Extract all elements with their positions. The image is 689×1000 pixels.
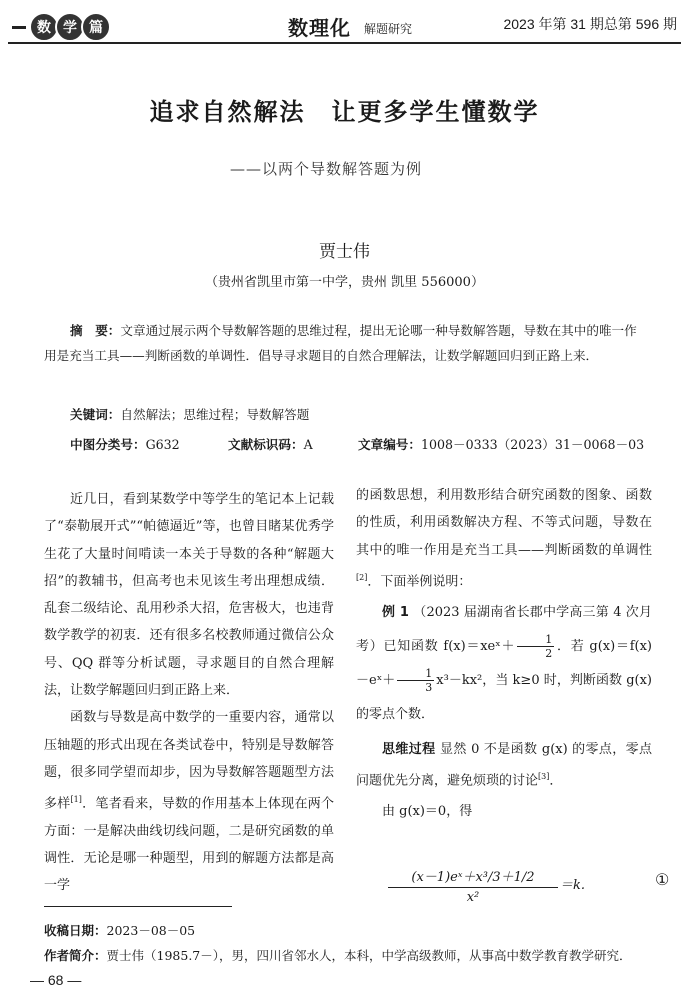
article-title: 追求自然解法 让更多学生懂数学 [149, 97, 540, 126]
article-number-value: 1008－0333（2023）31－0068－03 [420, 437, 645, 452]
doc-code [228, 434, 313, 453]
fraction-denominator: 3 [425, 680, 433, 694]
doc-code-value: A [303, 437, 313, 452]
abstract-label: 摘 要： [70, 323, 121, 338]
left-column [44, 486, 334, 900]
abstract [44, 318, 649, 368]
abstract-text: 文章通过展示两个导数解答题的思维过程，提出无论哪一种导数解答题，导数在其中的唯一作用是充当工具——判断函数的单调性．倡导寻求题目的自然合理解法，让数学解题回归到正路上来． [44, 323, 637, 363]
keywords [70, 404, 309, 423]
fraction-numerator: 1 [397, 667, 434, 681]
keywords-text: 自然解法；思维过程；导数解答题 [120, 407, 310, 422]
left-paragraph-1: 近几日，看到某数学中等学生的笔记本上记载了“泰勒展开式”“帕德逼近”等，也曾目睹某优秀学生花了大量时间啃读一本关于导数的各种“解题大招”的教辅书，但高考也未见该生考出理想成绩．乱套二级结论、乱用秒杀大招，危害极大，也违背数学教学的初衷．还有很多名校教师通过微信公众号、QQ 群等分析试题，寻求题目的自然合理解法，让数学解题回归到正路上来． [44, 492, 334, 699]
received-value: 2023－08－05 [106, 923, 196, 938]
author-bio [44, 946, 632, 964]
thinking-end: ． [549, 773, 563, 789]
journal-name: 数理化 [288, 16, 351, 40]
classification [70, 434, 180, 453]
citation-ref: [3] [538, 771, 550, 781]
right-p1-text-b: ．下面举例说明： [367, 574, 472, 590]
issue-info: 2023 年第 31 期总第 596 期 [503, 16, 677, 32]
author-affiliation: （贵州省凯里市第一中学，贵州 凯里 556000） [205, 275, 484, 290]
header-rule [8, 42, 681, 44]
example-text-a: （2023 届湖南省长郡中学高三第 4 次月考）已知函数 f(x)＝xeˣ＋ [356, 604, 652, 654]
bio-text: 贾士伟（1985.7－），男，四川省邻水人，本科，中学高级教师，从事高中数学教育教学研究． [106, 948, 632, 963]
fraction-half [517, 633, 554, 660]
doc-code-label: 文献标识码： [228, 437, 304, 452]
right-column [356, 482, 652, 826]
equation-denominator: x² [466, 890, 480, 905]
page-number: — 68 — [30, 972, 82, 988]
fraction-denominator: 2 [545, 646, 553, 660]
equation-tag: ① [655, 870, 670, 889]
right-p1-text-a: 的函数思想，利用数形结合研究函数的图象、函数的性质，利用函数解决方程、不等式问题，导数在其中的唯一作用是充当工具——判断函数的单调性 [356, 488, 652, 558]
fraction-third [397, 667, 434, 694]
column-badge [12, 12, 107, 42]
example-text-b: ．若 g(x)＝f(x) [556, 638, 652, 654]
keywords-label: 关键词： [70, 407, 121, 422]
example-1 [356, 596, 652, 732]
thinking-label: 思维过程 [382, 741, 436, 757]
citation-ref: [1] [70, 795, 82, 805]
example-label: 例 1 [382, 604, 409, 620]
fraction-numerator: 1 [517, 633, 554, 647]
example-text-d: x³－kx²，当 k≥0 时，判断函数 g(x) 的零点个数． [356, 672, 652, 722]
derivation-step: 由 g(x)＝0，得 [382, 804, 473, 820]
thinking-text: 显然 0 不是函数 g(x) 的零点，零点问题优先分离，避免烦琐的讨论 [356, 741, 652, 789]
classification-label: 中图分类号： [70, 437, 146, 452]
left-p2-text-b: ．笔者看来，导数的作用基本上体现在两个方面：一是解决曲线切线问题，二是研究函数的单调性．无论是哪一种题型，用到的解题方法都是高一学 [44, 796, 334, 894]
left-paragraph-2 [44, 704, 334, 899]
classification-value: G632 [145, 437, 180, 452]
equation-numerator: (x－1)eˣ＋x³/3＋1/2 [388, 866, 558, 888]
article-subtitle: ——以两个导数解答题为例 [230, 160, 423, 178]
equation-rhs: ＝k. [560, 878, 586, 893]
column-name: 解题研究 [364, 22, 413, 36]
page-header [8, 8, 681, 42]
article-number-label: 文章编号： [358, 437, 421, 452]
equation-1-fraction [388, 866, 558, 905]
right-paragraph-1 [356, 482, 652, 596]
author-name: 贾士伟 [319, 242, 370, 262]
left-p2-text-a: 函数与导数是高中数学的一重要内容，通常以压轴题的形式出现在各类试卷中，特别是导数解答题，很多同学望而却步，因为导数解答题题型方法多样 [44, 710, 334, 812]
badge-char-3: 篇 [81, 12, 111, 42]
badge-dash [12, 26, 26, 29]
example-text-c: －eˣ＋ [356, 672, 396, 688]
article-number [358, 434, 644, 453]
badge-char-1: 数 [29, 12, 59, 42]
footnote-rule [44, 906, 232, 907]
bio-label: 作者简介： [44, 948, 107, 963]
citation-ref: [2] [356, 572, 368, 582]
received-date [44, 921, 195, 939]
received-label: 收稿日期： [44, 923, 107, 938]
thinking-process [356, 736, 652, 795]
badge-char-2: 学 [55, 12, 85, 42]
